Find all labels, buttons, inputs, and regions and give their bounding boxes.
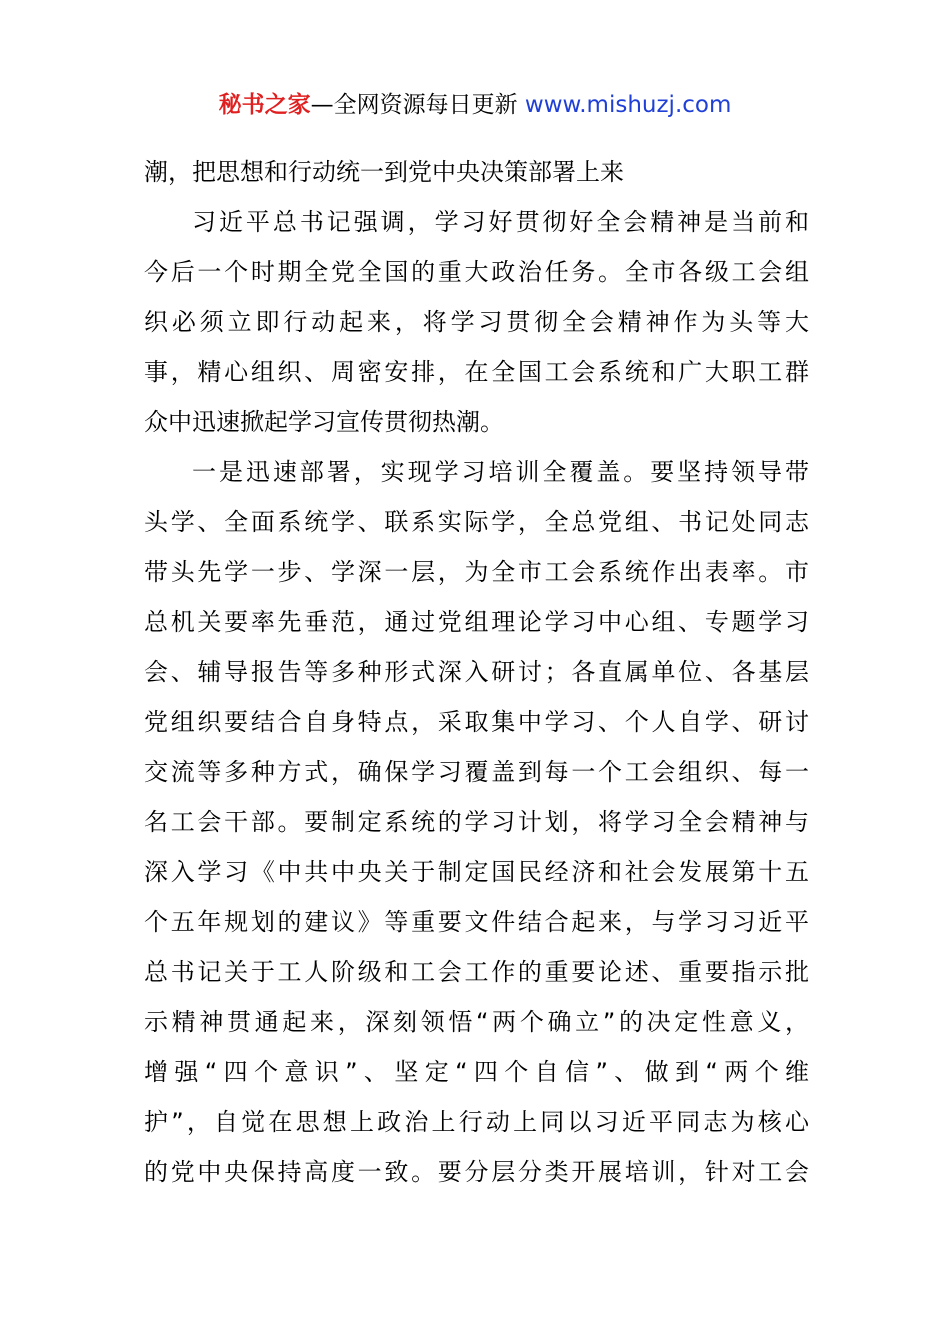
brand-name: 秘书之家 — [218, 92, 311, 118]
paragraph-continuation — [144, 147, 809, 197]
header-tagline: —全网资源每日更新 — [310, 92, 525, 118]
text-line: 交流等多种方式，确保学习覆盖到每一个工会组织、每一 — [144, 758, 809, 786]
text-line: 示精神贯通起来，深刻领悟“两个确立”的决定性意义， — [144, 1008, 809, 1036]
document-body — [144, 147, 809, 1197]
text-line: 潮，把思想和行动统一到党中央决策部署上来 — [144, 158, 624, 186]
text-line: 名工会干部。要制定系统的学习计划，将学习全会精神与 — [144, 808, 809, 836]
text-line: 事，精心组织、周密安排，在全国工会系统和广大职工群 — [144, 358, 809, 386]
text-line: 织必须立即行动起来，将学习贯彻全会精神作为头等大 — [144, 308, 809, 336]
page-header — [0, 88, 950, 122]
text-line: 党组织要结合自身特点，采取集中学习、个人自学、研讨 — [144, 708, 809, 736]
text-line: 的党中央保持高度一致。要分层分类开展培训，针对工会 — [144, 1158, 809, 1186]
text-line: 深入学习《中共中央关于制定国民经济和社会发展第十五 — [144, 858, 809, 886]
text-line: 习近平总书记强调，学习好贯彻好全会精神是当前和 — [192, 208, 809, 236]
text-line: 总机关要率先垂范，通过党组理论学习中心组、专题学习 — [144, 608, 809, 636]
text-line: 众中迅速掀起学习宣传贯彻热潮。 — [144, 408, 504, 436]
text-line: 头学、全面系统学、联系实际学，全总党组、书记处同志 — [144, 508, 809, 536]
paragraph-rapid-deployment — [144, 447, 809, 1197]
text-line: 总书记关于工人阶级和工会工作的重要论述、重要指示批 — [144, 958, 809, 986]
paragraph-plenary-spirit — [144, 197, 809, 447]
text-line: 一是迅速部署，实现学习培训全覆盖。要坚持领导带 — [192, 458, 809, 486]
text-line: 护”，自觉在思想上政治上行动上同以习近平同志为核心 — [144, 1108, 809, 1136]
site-url-link[interactable]: www.mishuzj.com — [524, 92, 732, 118]
text-line: 个五年规划的建议》等重要文件结合起来，与学习习近平 — [144, 908, 809, 936]
text-line: 今后一个时期全党全国的重大政治任务。全市各级工会组 — [144, 258, 809, 286]
text-line: 增强“四个意识”、坚定“四个自信”、做到“两个维 — [144, 1058, 809, 1086]
text-line: 会、辅导报告等多种形式深入研讨；各直属单位、各基层 — [144, 658, 809, 686]
text-line: 带头先学一步、学深一层，为全市工会系统作出表率。市 — [144, 558, 809, 586]
